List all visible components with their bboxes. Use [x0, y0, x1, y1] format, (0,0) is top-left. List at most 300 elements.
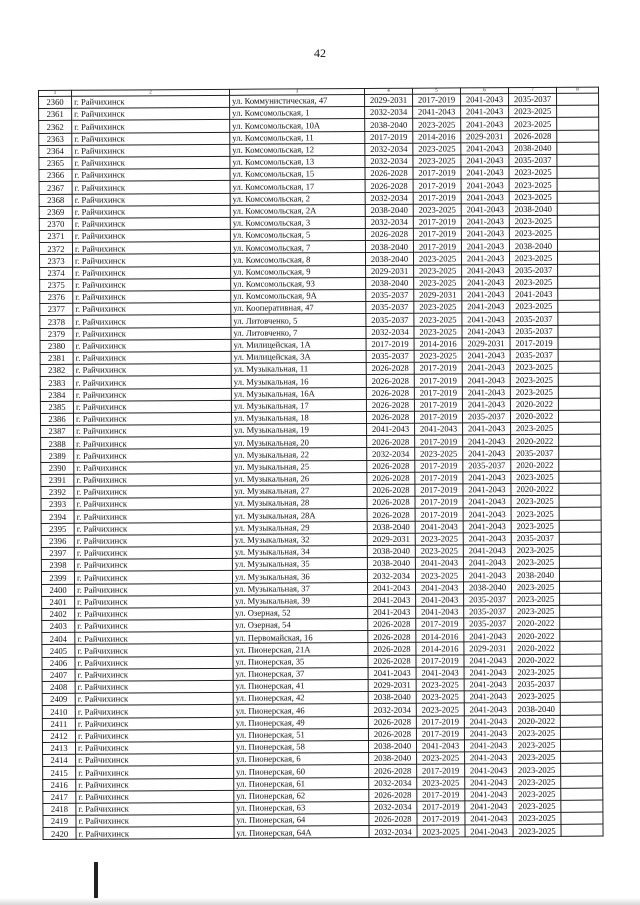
- row-number-cell: 2376: [40, 291, 73, 303]
- period-cell-7: 2023-2025: [511, 544, 559, 556]
- period-cell-5: 2017-2019: [417, 813, 465, 825]
- period-cell-5: 2023-2025: [417, 776, 465, 788]
- period-cell-7: 2020-2022: [511, 483, 559, 495]
- city-cell: г. Райчихинск: [76, 790, 234, 803]
- city-cell: г. Райчихинск: [76, 814, 234, 827]
- row-number-cell: 2407: [42, 669, 75, 681]
- period-cell-8: [558, 288, 600, 300]
- period-cell-7: 2020-2022: [512, 654, 560, 666]
- city-cell: г. Райчихинск: [75, 656, 233, 669]
- period-cell-5: 2041-2043: [416, 606, 464, 618]
- period-cell-8: [560, 581, 602, 593]
- period-cell-6: 2041-2043: [464, 691, 512, 703]
- period-cell-6: 2041-2043: [461, 167, 509, 179]
- period-cell-5: 2017-2019: [413, 191, 461, 203]
- address-cell: ул. Комсомольская, 2А: [230, 204, 365, 217]
- row-number-cell: 2417: [43, 791, 76, 803]
- period-cell-7: 2023-2025: [512, 727, 560, 739]
- period-cell-7: 2023-2025: [512, 666, 560, 678]
- period-cell-4: 2038-2040: [367, 557, 415, 569]
- address-cell: ул. Озерная, 52: [233, 606, 368, 619]
- period-cell-8: [557, 105, 599, 117]
- period-cell-6: 2041-2043: [465, 825, 513, 837]
- row-number-cell: 2390: [41, 462, 74, 474]
- period-cell-6: 2041-2043: [464, 666, 512, 678]
- address-cell: ул. Комсомольская, 11: [230, 131, 365, 144]
- period-cell-6: 2041-2043: [464, 740, 512, 752]
- period-cell-5: 2023-2025: [416, 703, 464, 715]
- row-number-cell: 2383: [40, 377, 73, 389]
- row-number-cell: 2365: [39, 157, 72, 169]
- city-cell: г. Райчихинск: [73, 327, 231, 340]
- city-cell: г. Райчихинск: [74, 546, 232, 559]
- row-number-cell: 2380: [40, 340, 73, 352]
- period-cell-4: 2038-2040: [367, 545, 415, 557]
- period-cell-4: 2026-2028: [366, 399, 414, 411]
- period-cell-8: [560, 727, 602, 739]
- period-cell-7: 2035-2037: [510, 325, 558, 337]
- period-cell-5: 2041-2043: [416, 594, 464, 606]
- city-cell: г. Райчихинск: [73, 339, 231, 352]
- period-cell-8: [557, 93, 599, 105]
- period-cell-6: 2041-2043: [463, 520, 511, 532]
- city-cell: г. Райчихинск: [72, 217, 230, 230]
- period-cell-4: 2035-2037: [366, 350, 414, 362]
- period-cell-7: 2023-2025: [512, 593, 560, 605]
- period-cell-4: 2032-2034: [365, 192, 413, 204]
- period-cell-4: 2041-2043: [368, 582, 416, 594]
- row-number-cell: 2408: [42, 681, 75, 693]
- period-cell-7: 2023-2025: [511, 471, 559, 483]
- city-cell: г. Райчихинск: [76, 766, 234, 779]
- city-cell: г. Райчихинск: [73, 351, 231, 364]
- row-number-cell: 2360: [39, 96, 72, 108]
- period-cell-6: 2041-2043: [465, 776, 513, 788]
- period-cell-4: 2038-2040: [368, 691, 416, 703]
- period-cell-7: 2023-2025: [513, 764, 561, 776]
- period-cell-7: 2020-2022: [511, 459, 559, 471]
- address-cell: ул. Пионерская, 64: [234, 814, 369, 827]
- address-cell: ул. Пионерская, 37: [233, 667, 368, 680]
- city-cell: г. Райчихинск: [72, 132, 230, 145]
- period-cell-7: 2020-2022: [511, 435, 559, 447]
- period-cell-4: 2026-2028: [369, 765, 417, 777]
- column-header: 5: [412, 88, 460, 94]
- period-cell-4: 2026-2028: [365, 167, 413, 179]
- period-cell-7: 2035-2037: [509, 93, 557, 105]
- address-cell: ул. Комсомольская, 1: [230, 107, 365, 120]
- city-cell: г. Райчихинск: [74, 449, 232, 462]
- city-cell: г. Райчихинск: [74, 522, 232, 535]
- address-cell: ул. Комсомольская, 93: [231, 277, 366, 290]
- column-header: 3: [229, 89, 364, 96]
- period-cell-4: 2026-2028: [368, 716, 416, 728]
- column-header: 1: [39, 90, 72, 96]
- address-cell: ул. Пионерская, 62: [234, 789, 369, 802]
- city-cell: г. Райчихинск: [74, 485, 232, 498]
- column-header: 8: [556, 87, 598, 93]
- table-body: [39, 87, 604, 840]
- period-cell-4: 2026-2028: [366, 411, 414, 423]
- row-number-cell: 2405: [42, 645, 75, 657]
- period-cell-4: 2032-2034: [369, 801, 417, 813]
- period-cell-6: 2041-2043: [462, 301, 510, 313]
- period-cell-6: 2029-2031: [462, 337, 510, 349]
- period-cell-5: 2017-2019: [413, 240, 461, 252]
- period-cell-6: 2029-2031: [464, 642, 512, 654]
- period-cell-7: 2023-2025: [513, 776, 561, 788]
- period-cell-6: 2041-2043: [462, 325, 510, 337]
- period-cell-5: 2023-2025: [413, 118, 461, 130]
- row-number-cell: 2367: [39, 182, 72, 194]
- city-cell: г. Райчихинск: [74, 461, 232, 474]
- address-cell: ул. Милицейская, 3А: [231, 350, 366, 363]
- row-number-cell: 2382: [40, 364, 73, 376]
- period-cell-7: 2023-2025: [511, 520, 559, 532]
- period-cell-5: 2023-2025: [414, 350, 462, 362]
- city-cell: г. Райчихинск: [75, 693, 233, 706]
- address-cell: ул. Музыкальная, 36: [232, 570, 367, 583]
- city-cell: г. Райчихинск: [75, 680, 233, 693]
- row-number-cell: 2400: [42, 584, 75, 596]
- period-cell-5: 2023-2025: [413, 155, 461, 167]
- period-cell-5: 2017-2019: [413, 94, 461, 106]
- period-cell-5: 2014-2016: [416, 630, 464, 642]
- period-cell-5: 2023-2025: [416, 691, 464, 703]
- city-cell: г. Райчихинск: [75, 619, 233, 632]
- address-cell: ул. Комсомольская, 10А: [230, 119, 365, 132]
- period-cell-4: 2026-2028: [367, 484, 415, 496]
- period-cell-8: [559, 507, 601, 519]
- period-cell-7: 2023-2025: [513, 825, 561, 837]
- period-cell-5: 2017-2019: [413, 216, 461, 228]
- period-cell-8: [559, 520, 601, 532]
- period-cell-6: 2041-2043: [462, 350, 510, 362]
- period-cell-4: 2029-2031: [367, 533, 415, 545]
- period-cell-6: 2041-2043: [463, 447, 511, 459]
- period-cell-4: 2032-2034: [368, 704, 416, 716]
- period-cell-8: [557, 215, 599, 227]
- period-cell-5: 2017-2019: [417, 789, 465, 801]
- period-cell-8: [557, 227, 599, 239]
- city-cell: г. Райчихинск: [73, 400, 231, 413]
- period-cell-7: 2035-2037: [509, 154, 557, 166]
- page-number: 42: [314, 46, 326, 60]
- period-cell-4: 2026-2028: [366, 387, 414, 399]
- period-cell-7: 2023-2025: [509, 106, 557, 118]
- period-cell-8: [558, 361, 600, 373]
- period-cell-4: 2026-2028: [366, 375, 414, 387]
- city-cell: г. Райчихинск: [75, 705, 233, 718]
- period-cell-7: 2020-2022: [512, 630, 560, 642]
- period-cell-5: 2023-2025: [414, 313, 462, 325]
- row-number-cell: 2410: [42, 706, 75, 718]
- period-cell-7: 2038-2040: [509, 203, 557, 215]
- address-cell: ул. Комсомольская, 12: [230, 143, 365, 156]
- row-number-cell: 2375: [40, 279, 73, 291]
- period-cell-5: 2017-2019: [417, 764, 465, 776]
- period-cell-4: 2038-2040: [365, 119, 413, 131]
- period-cell-7: 2023-2025: [510, 386, 558, 398]
- period-cell-8: [557, 117, 599, 129]
- city-cell: г. Райчихинск: [74, 473, 232, 486]
- period-cell-6: 2041-2043: [462, 289, 510, 301]
- period-cell-6: 2041-2043: [465, 813, 513, 825]
- address-cell: ул. Пионерская, 63: [234, 801, 369, 814]
- period-cell-8: [560, 654, 602, 666]
- period-cell-7: 2026-2028: [509, 130, 557, 142]
- address-cell: ул. Литовченко, 5: [231, 314, 366, 327]
- period-cell-7: 2023-2025: [513, 788, 561, 800]
- city-cell: г. Райчихинск: [75, 644, 233, 657]
- period-cell-5: 2017-2019: [415, 460, 463, 472]
- period-cell-7: 2035-2037: [510, 349, 558, 361]
- period-cell-5: 2014-2016: [414, 338, 462, 350]
- period-cell-4: 2041-2043: [368, 606, 416, 618]
- row-number-cell: 2388: [41, 438, 74, 450]
- period-cell-4: 2029-2031: [366, 265, 414, 277]
- address-cell: ул. Музыкальная, 32: [232, 533, 367, 546]
- city-cell: г. Райчихинск: [72, 242, 230, 255]
- row-number-cell: 2409: [42, 693, 75, 705]
- period-cell-8: [560, 678, 602, 690]
- period-cell-4: 2026-2028: [368, 728, 416, 740]
- period-cell-4: 2038-2040: [367, 521, 415, 533]
- address-cell: ул. Комсомольская, 13: [230, 155, 365, 168]
- period-cell-5: 2041-2043: [416, 581, 464, 593]
- period-cell-8: [557, 154, 599, 166]
- period-cell-8: [560, 642, 602, 654]
- address-cell: ул. Пионерская, 6: [234, 753, 369, 766]
- address-cell: ул. Пионерская, 42: [233, 692, 368, 705]
- period-cell-8: [557, 178, 599, 190]
- period-cell-4: 2038-2040: [366, 277, 414, 289]
- city-cell: г. Райчихинск: [72, 181, 230, 194]
- period-cell-6: 2041-2043: [463, 532, 511, 544]
- period-cell-6: 2041-2043: [463, 471, 511, 483]
- period-cell-5: 2017-2019: [416, 618, 464, 630]
- address-cell: ул. Коммунистическая, 47: [230, 95, 365, 108]
- period-cell-6: 2041-2043: [461, 179, 509, 191]
- address-cell: ул. Комсомольская, 17: [230, 180, 365, 193]
- row-number-cell: 2369: [39, 206, 72, 218]
- period-cell-8: [560, 739, 602, 751]
- period-cell-4: 2032-2034: [365, 216, 413, 228]
- period-cell-8: [559, 422, 601, 434]
- city-cell: г. Райчихинск: [74, 534, 232, 547]
- city-cell: г. Райчихинск: [72, 156, 230, 169]
- period-cell-6: 2038-2040: [464, 581, 512, 593]
- period-cell-5: 2017-2019: [413, 179, 461, 191]
- city-cell: г. Райчихинск: [73, 278, 231, 291]
- row-number-cell: 2399: [41, 572, 74, 584]
- period-cell-6: 2041-2043: [461, 118, 509, 130]
- period-cell-8: [557, 239, 599, 251]
- period-cell-6: 2041-2043: [461, 228, 509, 240]
- period-cell-6: 2041-2043: [465, 800, 513, 812]
- row-number-cell: 2396: [41, 535, 74, 547]
- address-cell: ул. Музыкальная, 39: [233, 594, 368, 607]
- address-cell: ул. Первомайская, 16: [233, 631, 368, 644]
- row-number-cell: 2413: [42, 742, 75, 754]
- period-cell-8: [561, 776, 603, 788]
- city-cell: г. Райчихинск: [72, 229, 230, 242]
- column-header: 6: [460, 88, 508, 94]
- city-cell: г. Райчихинск: [72, 205, 230, 218]
- period-cell-8: [559, 532, 601, 544]
- period-cell-4: 2017-2019: [365, 131, 413, 143]
- row-number-cell: 2414: [43, 754, 76, 766]
- period-cell-5: 2017-2019: [413, 228, 461, 240]
- period-cell-7: 2023-2025: [511, 496, 559, 508]
- address-cell: ул. Комсомольская, 2: [230, 192, 365, 205]
- address-cell: ул. Кооперативная, 47: [231, 302, 366, 315]
- period-cell-5: 2017-2019: [415, 435, 463, 447]
- period-cell-7: 2020-2022: [510, 398, 558, 410]
- period-cell-5: 2017-2019: [416, 655, 464, 667]
- period-cell-5: 2023-2025: [415, 545, 463, 557]
- period-cell-5: 2029-2031: [414, 289, 462, 301]
- period-cell-6: 2041-2043: [462, 362, 510, 374]
- period-cell-7: 2023-2025: [511, 422, 559, 434]
- address-cell: ул. Музыкальная, 37: [233, 582, 368, 595]
- period-cell-6: 2041-2043: [462, 264, 510, 276]
- period-cell-4: 2026-2028: [367, 496, 415, 508]
- period-cell-8: [557, 130, 599, 142]
- period-cell-6: 2041-2043: [461, 191, 509, 203]
- period-cell-8: [561, 751, 603, 763]
- address-cell: ул. Милицейская, 1А: [231, 338, 366, 351]
- city-cell: г. Райчихинск: [76, 827, 234, 840]
- row-number-cell: 2387: [41, 425, 74, 437]
- period-cell-6: 2041-2043: [461, 94, 509, 106]
- city-cell: г. Райчихинск: [72, 108, 230, 121]
- period-cell-6: 2041-2043: [464, 654, 512, 666]
- address-cell: ул. Комсомольская, 7: [230, 241, 365, 254]
- period-cell-8: [559, 483, 601, 495]
- period-cell-8: [559, 556, 601, 568]
- period-cell-7: 2023-2025: [509, 252, 557, 264]
- period-cell-7: 2023-2025: [509, 191, 557, 203]
- city-cell: г. Райчихинск: [73, 376, 231, 389]
- housing-register-table: [38, 87, 604, 841]
- period-cell-4: 2038-2040: [365, 204, 413, 216]
- column-header: 4: [364, 88, 412, 94]
- address-cell: ул. Озерная, 54: [233, 619, 368, 632]
- period-cell-4: 2026-2028: [367, 460, 415, 472]
- period-cell-5: 2017-2019: [416, 728, 464, 740]
- period-cell-7: 2023-2025: [510, 276, 558, 288]
- row-number-cell: 2415: [43, 767, 76, 779]
- city-cell: г. Райчихинск: [72, 120, 230, 133]
- period-cell-4: 2035-2037: [366, 301, 414, 313]
- period-cell-5: 2023-2025: [413, 204, 461, 216]
- period-cell-7: 2017-2019: [510, 337, 558, 349]
- row-number-cell: 2412: [42, 730, 75, 742]
- period-cell-4: 2038-2040: [365, 240, 413, 252]
- period-cell-8: [559, 471, 601, 483]
- period-cell-6: 2041-2043: [465, 764, 513, 776]
- period-cell-8: [560, 629, 602, 641]
- period-cell-6: 2041-2043: [464, 703, 512, 715]
- address-cell: ул. Комсомольская, 9А: [231, 290, 366, 303]
- column-header: 2: [72, 89, 230, 96]
- period-cell-8: [560, 690, 602, 702]
- period-cell-5: 2023-2025: [417, 752, 465, 764]
- period-cell-4: 2032-2034: [365, 143, 413, 155]
- period-cell-6: 2041-2043: [461, 106, 509, 118]
- document-sheet: [38, 87, 603, 841]
- period-cell-7: 2023-2025: [509, 118, 557, 130]
- row-number-cell: 2391: [41, 474, 74, 486]
- period-cell-4: 2029-2031: [368, 679, 416, 691]
- address-cell: ул. Музыкальная, 20: [232, 436, 367, 449]
- city-cell: г. Райчихинск: [73, 412, 231, 425]
- period-cell-6: 2041-2043: [465, 752, 513, 764]
- city-cell: г. Райчихинск: [75, 668, 233, 681]
- period-cell-5: 2017-2019: [414, 362, 462, 374]
- city-cell: г. Райчихинск: [72, 144, 230, 157]
- period-cell-6: 2041-2043: [463, 496, 511, 508]
- city-cell: г. Райчихинск: [73, 303, 231, 316]
- period-cell-6: 2041-2043: [464, 679, 512, 691]
- period-cell-6: 2041-2043: [464, 630, 512, 642]
- period-cell-4: 2029-2031: [365, 94, 413, 106]
- row-number-cell: 2361: [39, 108, 72, 120]
- period-cell-5: 2014-2016: [413, 130, 461, 142]
- address-cell: ул. Музыкальная, 27: [232, 484, 367, 497]
- period-cell-6: 2035-2037: [463, 459, 511, 471]
- period-cell-5: 2023-2025: [414, 325, 462, 337]
- period-cell-5: 2041-2043: [416, 667, 464, 679]
- period-cell-8: [557, 142, 599, 154]
- period-cell-7: 2020-2022: [512, 617, 560, 629]
- period-cell-4: 2026-2028: [365, 180, 413, 192]
- period-cell-8: [558, 337, 600, 349]
- city-cell: г. Райчихинск: [74, 424, 232, 437]
- period-cell-4: 2032-2034: [365, 106, 413, 118]
- row-number-cell: 2401: [42, 596, 75, 608]
- address-cell: ул. Музыкальная, 16А: [231, 387, 366, 400]
- period-cell-8: [557, 191, 599, 203]
- period-cell-8: [561, 800, 603, 812]
- address-cell: ул. Музыкальная, 29: [232, 521, 367, 534]
- row-number-cell: 2377: [40, 303, 73, 315]
- period-cell-5: 2017-2019: [415, 472, 463, 484]
- period-cell-7: 2023-2025: [509, 227, 557, 239]
- city-cell: г. Райчихинск: [74, 558, 232, 571]
- period-cell-6: 2041-2043: [463, 545, 511, 557]
- period-cell-7: 2023-2025: [512, 605, 560, 617]
- period-cell-6: 2035-2037: [464, 593, 512, 605]
- period-cell-8: [558, 300, 600, 312]
- period-cell-4: 2038-2040: [369, 752, 417, 764]
- city-cell: г. Райчихинск: [73, 315, 231, 328]
- city-cell: г. Райчихинск: [73, 290, 231, 303]
- row-number-cell: 2389: [41, 450, 74, 462]
- period-cell-8: [561, 812, 603, 824]
- period-cell-6: 2035-2037: [464, 605, 512, 617]
- address-cell: ул. Пионерская, 61: [234, 777, 369, 790]
- period-cell-4: 2032-2034: [366, 326, 414, 338]
- address-cell: ул. Комсомольская, 5: [230, 229, 365, 242]
- city-cell: г. Райчихинск: [75, 729, 233, 742]
- city-cell: г. Райчихинск: [75, 717, 233, 730]
- period-cell-5: 2014-2016: [416, 642, 464, 654]
- period-cell-8: [559, 568, 601, 580]
- period-cell-5: 2041-2043: [416, 740, 464, 752]
- period-cell-6: 2035-2037: [464, 618, 512, 630]
